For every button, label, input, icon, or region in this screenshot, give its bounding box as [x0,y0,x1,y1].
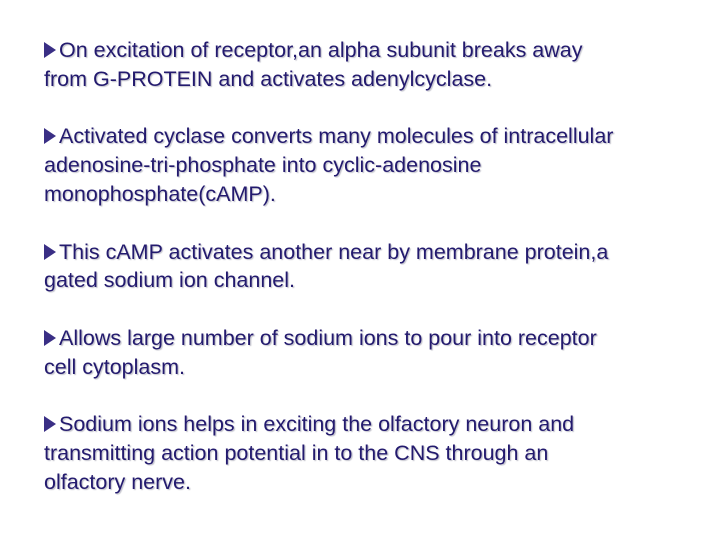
arrow-bullet-icon [44,416,56,432]
bullet-text: Activated cyclase converts many molecules of intracellular [59,124,614,149]
bullet-line: cell cytoplasm. [44,354,185,379]
bullet-line [44,324,704,353]
bullet-text: Allows large number of sodium ions to pour into receptor [59,325,597,350]
bullet-line: gated sodium ion channel. [44,268,296,293]
arrow-bullet-icon [44,244,56,260]
bullet-line: from G-PROTEIN and activates adenylcyclase. [44,66,493,91]
arrow-bullet-icon [44,42,56,58]
bullet-line [44,410,704,439]
bullet-line: adenosine-tri-phosphate into cyclic-adenosine [44,153,482,178]
bullet-point-3 [44,238,704,296]
bullet-line [44,122,704,151]
bullet-line: monophosphate(cAMP). [44,181,276,206]
bullet-line [44,238,704,267]
bullet-line: olfactory nerve. [44,469,191,494]
bullet-point-1 [44,36,704,94]
bullet-line: transmitting action potential in to the CNS through an [44,441,549,466]
bullet-point-2 [44,122,704,208]
bullet-point-4 [44,324,704,382]
bullet-list [44,36,704,497]
bullet-text: This cAMP activates another near by membrane protein,a [59,239,609,264]
arrow-bullet-icon [44,330,56,346]
bullet-text: Sodium ions helps in exciting the olfactory neuron and [59,412,575,437]
bullet-line [44,36,704,65]
bullet-point-5 [44,410,704,496]
arrow-bullet-icon [44,128,56,144]
bullet-text: On excitation of receptor,an alpha subunit breaks away [59,38,583,62]
